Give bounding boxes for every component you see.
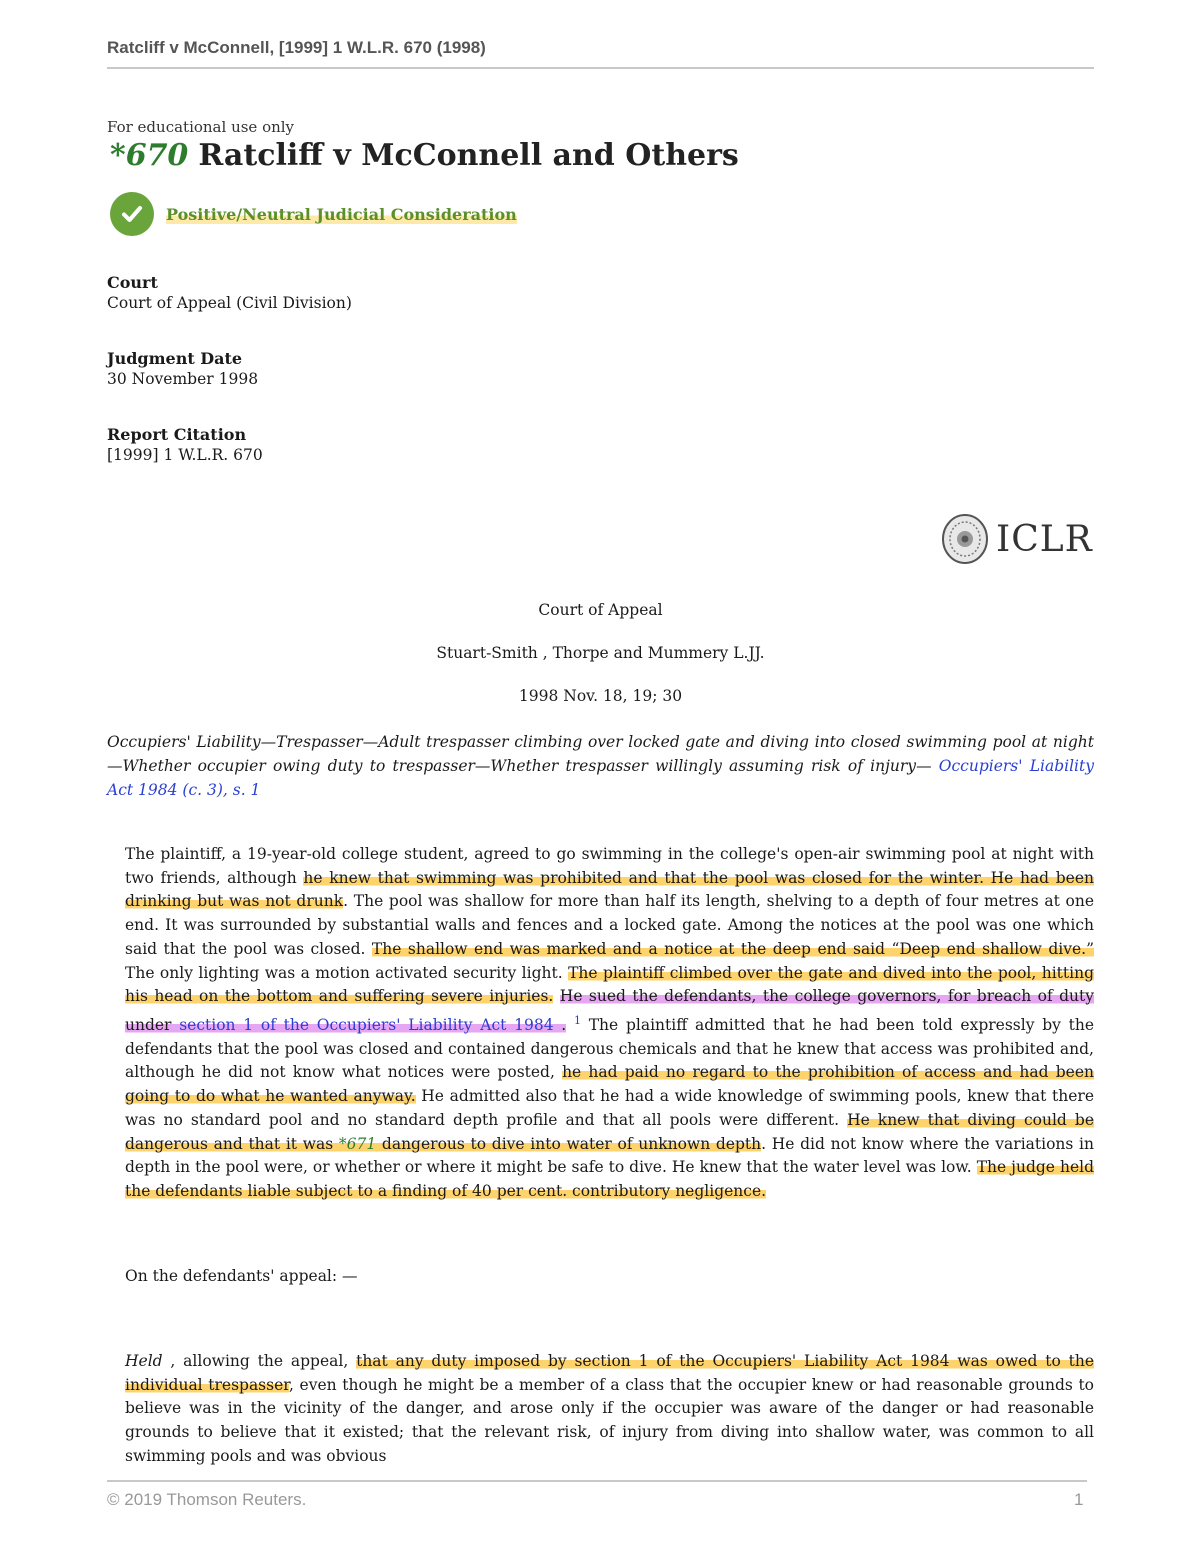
check-icon bbox=[110, 192, 154, 236]
text-run: He admitted also that he had a wide knowledge of swimming pools, knew that there was no standard pool and no standard depth profile and that all pools were different. bbox=[125, 1087, 1094, 1129]
running-header: Ratcliff v McConnell, [1999] 1 W.L.R. 670 (1998) bbox=[107, 38, 486, 57]
highlight: The shallow end was marked and a notice at the deep end said “Deep end shallow dive.” bbox=[371, 939, 1094, 958]
iclr-seal-icon bbox=[940, 512, 990, 566]
copyright: © 2019 Thomson Reuters. bbox=[107, 1490, 307, 1509]
header-divider bbox=[107, 67, 1094, 69]
page-reference[interactable]: *670 bbox=[110, 138, 189, 173]
held-paragraph bbox=[125, 1350, 1094, 1469]
case-title bbox=[110, 138, 739, 173]
highlight-text: He knew that diving could be dangerous and that it was bbox=[125, 1110, 1094, 1153]
text-run: The only lighting was a motion activated security light. bbox=[125, 963, 569, 982]
meta-court bbox=[107, 273, 352, 312]
meta-key: Court bbox=[107, 273, 158, 292]
educational-notice: For educational use only bbox=[107, 118, 295, 136]
meta-key: Report Citation bbox=[107, 425, 247, 444]
meta-value: 30 November 1998 bbox=[107, 370, 259, 388]
meta-value: [1999] 1 W.L.R. 670 bbox=[107, 446, 263, 464]
text-run: The plaintiff admitted that he had been told expressly by the defendants that the pool was closed and contained dangerous chemicals and that he knew that access was prohibited and, although he did not know what notices were posted, bbox=[125, 1016, 1094, 1082]
judicial-status-flag[interactable] bbox=[110, 192, 517, 236]
highlight: he had paid no regard to the prohibition of access and had been going to do what he wanted anyway. bbox=[125, 1063, 1094, 1106]
appeal-line: On the defendants' appeal: — bbox=[125, 1267, 358, 1285]
statute-link[interactable]: Occupiers' Liability Act 1984 (c. 3), s. 1 bbox=[107, 757, 1094, 799]
text-run: . He did not know where the variations in depth in the pool were, or whether or where it might be safe to dive. He knew that the water level was low. bbox=[125, 1134, 1094, 1177]
text-run: The plaintiff, a 19-year-old college student, agreed to go swimming in the college's open-air swimming pool at night with two friends, although bbox=[125, 845, 1094, 887]
highlight-text: He sued the defendants, the college governors, for breach of duty under bbox=[125, 987, 1094, 1035]
text-run: . The pool was shallow for more than half its length, shelving to a depth of four metres at one end. It was surrounded by substantial walls and fences and a locked gate. Among the notices at the pool was one which said that the pool was closed. bbox=[125, 892, 1094, 958]
iclr-logo bbox=[940, 512, 1093, 566]
highlight-text: . bbox=[553, 1016, 567, 1035]
case-name: Ratcliff v McConnell and Others bbox=[198, 138, 739, 173]
page-reference[interactable]: *671 bbox=[338, 1134, 377, 1153]
court-line: Court of Appeal bbox=[538, 601, 663, 619]
catchwords-text: Occupiers' Liability—Trespasser—Adult trespasser climbing over locked gate and diving into closed swimming pool at night —Whether occupier owing duty to trespasser—Whether trespasser willingly assuming risk of injury— bbox=[107, 733, 1094, 775]
highlight: The plaintiff climbed over the gate and dived into the pool, hitting his head on the bottom and suffering severe injuries. bbox=[125, 963, 1094, 1006]
section-link[interactable]: section 1 of the Occupiers' Liability Act 1984 bbox=[179, 1016, 554, 1035]
dates-line: 1998 Nov. 18, 19; 30 bbox=[518, 687, 683, 705]
highlight-text: dangerous to dive into water of unknown depth bbox=[376, 1134, 762, 1153]
footer-divider bbox=[107, 1480, 1087, 1482]
meta-judgment-date bbox=[107, 349, 258, 388]
catchwords bbox=[107, 730, 1094, 802]
logo-wordmark: ICLR bbox=[996, 518, 1093, 560]
held-label: Held bbox=[125, 1352, 163, 1370]
footnote-marker[interactable]: 1 bbox=[573, 1013, 581, 1027]
highlight: The judge held the defendants liable subject to a finding of 40 per cent. contributory negligence. bbox=[125, 1158, 1094, 1200]
judges-line: Stuart-Smith , Thorpe and Mummery L.JJ. bbox=[436, 644, 765, 662]
meta-report-citation bbox=[107, 425, 263, 464]
meta-key: Judgment Date bbox=[107, 349, 243, 368]
judicial-status-label: Positive/Neutral Judicial Consideration bbox=[166, 204, 517, 224]
highlight: he knew that swimming was prohibited and that the pool was closed for the winter. He had been drinking but was not drunk bbox=[125, 868, 1094, 911]
meta-value: Court of Appeal (Civil Division) bbox=[107, 294, 352, 312]
facts-paragraph bbox=[125, 843, 1094, 1204]
text-run: , allowing the appeal, bbox=[162, 1352, 357, 1370]
highlight: that any duty imposed by section 1 of the Occupiers' Liability Act 1984 was owed to the individual trespasser bbox=[125, 1352, 1094, 1394]
page-number: 1 bbox=[1074, 1490, 1084, 1509]
text-run: , even though he might be a member of a class that the occupier knew or had reasonable grounds to believe was in the vicinity of the danger, and arose only if the occupier was aware of the danger or had reasonable grounds to believe that it existed; that the relevant risk, of injury from diving into shallow water, was common to all swimming pools and was obvious bbox=[125, 1375, 1094, 1465]
